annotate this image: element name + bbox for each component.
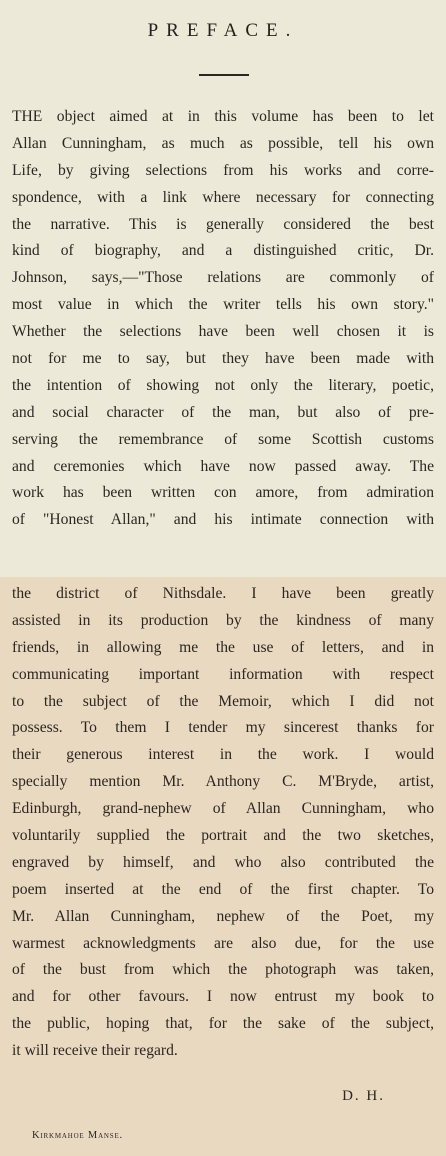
text-line: THE object aimed at in this volume has been to let	[12, 108, 434, 125]
text-line: kind of biography, and a distinguished critic, Dr.	[12, 242, 434, 260]
lower-page-section	[0, 577, 446, 1156]
title-divider	[199, 74, 249, 76]
text-line: their generous interest in the work. I would	[12, 746, 434, 764]
text-line: Mr. Allan Cunningham, nephew of the Poet, my	[12, 907, 434, 925]
text-line: of "Honest Allan," and his intimate connection with	[12, 511, 434, 529]
text-line: friends, in allowing me the use of letters, and in	[12, 638, 434, 656]
text-line: Life, by giving selections from his works and corre-	[12, 161, 434, 179]
upper-page-section	[0, 0, 446, 577]
text-line: the public, hoping that, for the sake of the subject,	[12, 1015, 434, 1033]
place-line: Kirkmahoe Manse.	[32, 1130, 123, 1141]
text-line: serving the remembrance of some Scottish customs	[12, 430, 434, 448]
text-line: it will receive their regard.	[12, 1042, 178, 1060]
author-signature: D. H.	[342, 1088, 385, 1104]
text-line: not for me to say, but they have been made with	[12, 350, 434, 368]
text-line: warmest acknowledgments are also due, for the use	[12, 934, 434, 952]
text-line: and ceremonies which have now passed away. The	[12, 457, 434, 475]
text-line: and for other favours. I now entrust my book to	[12, 988, 434, 1006]
text-line: communicating important information with respect	[12, 665, 434, 683]
text-line: assisted in its production by the kindness of many	[12, 611, 434, 629]
page-title: PREFACE.	[147, 20, 299, 41]
preface-paragraph-upper	[12, 104, 434, 534]
text-line: spondence, with a link where necessary for connecting	[12, 188, 434, 206]
text-line: to the subject of the Memoir, which I did not	[12, 692, 434, 710]
preface-paragraph-lower	[12, 581, 434, 1065]
text-line: work has been written con amore, from admiration	[12, 484, 434, 502]
text-line: specially mention Mr. Anthony C. M'Bryde, artist,	[12, 773, 434, 791]
text-line: Whether the selections have been well chosen it is	[12, 323, 434, 341]
text-line: Edinburgh, grand-nephew of Allan Cunningham, who	[12, 800, 434, 818]
text-line: Johnson, says,—"Those relations are commonly of	[12, 269, 434, 287]
text-line: the intention of showing not only the literary, poetic,	[12, 376, 434, 394]
text-line: most value in which the writer tells his own story."	[12, 296, 434, 314]
text-line: and social character of the man, but also of pre-	[12, 403, 434, 421]
text-line: voluntarily supplied the portrait and the two sketches,	[12, 827, 434, 845]
text-line: of the bust from which the photograph was taken,	[12, 961, 434, 979]
text-line: the district of Nithsdale. I have been greatly	[12, 585, 434, 602]
text-line: the narrative. This is generally considered the best	[12, 215, 434, 233]
text-line: Allan Cunningham, as much as possible, tell his own	[12, 134, 434, 152]
text-line: possess. To them I tender my sincerest thanks for	[12, 719, 434, 737]
text-line: engraved by himself, and who also contributed the	[12, 853, 434, 871]
text-line: poem inserted at the end of the first chapter. To	[12, 880, 434, 898]
